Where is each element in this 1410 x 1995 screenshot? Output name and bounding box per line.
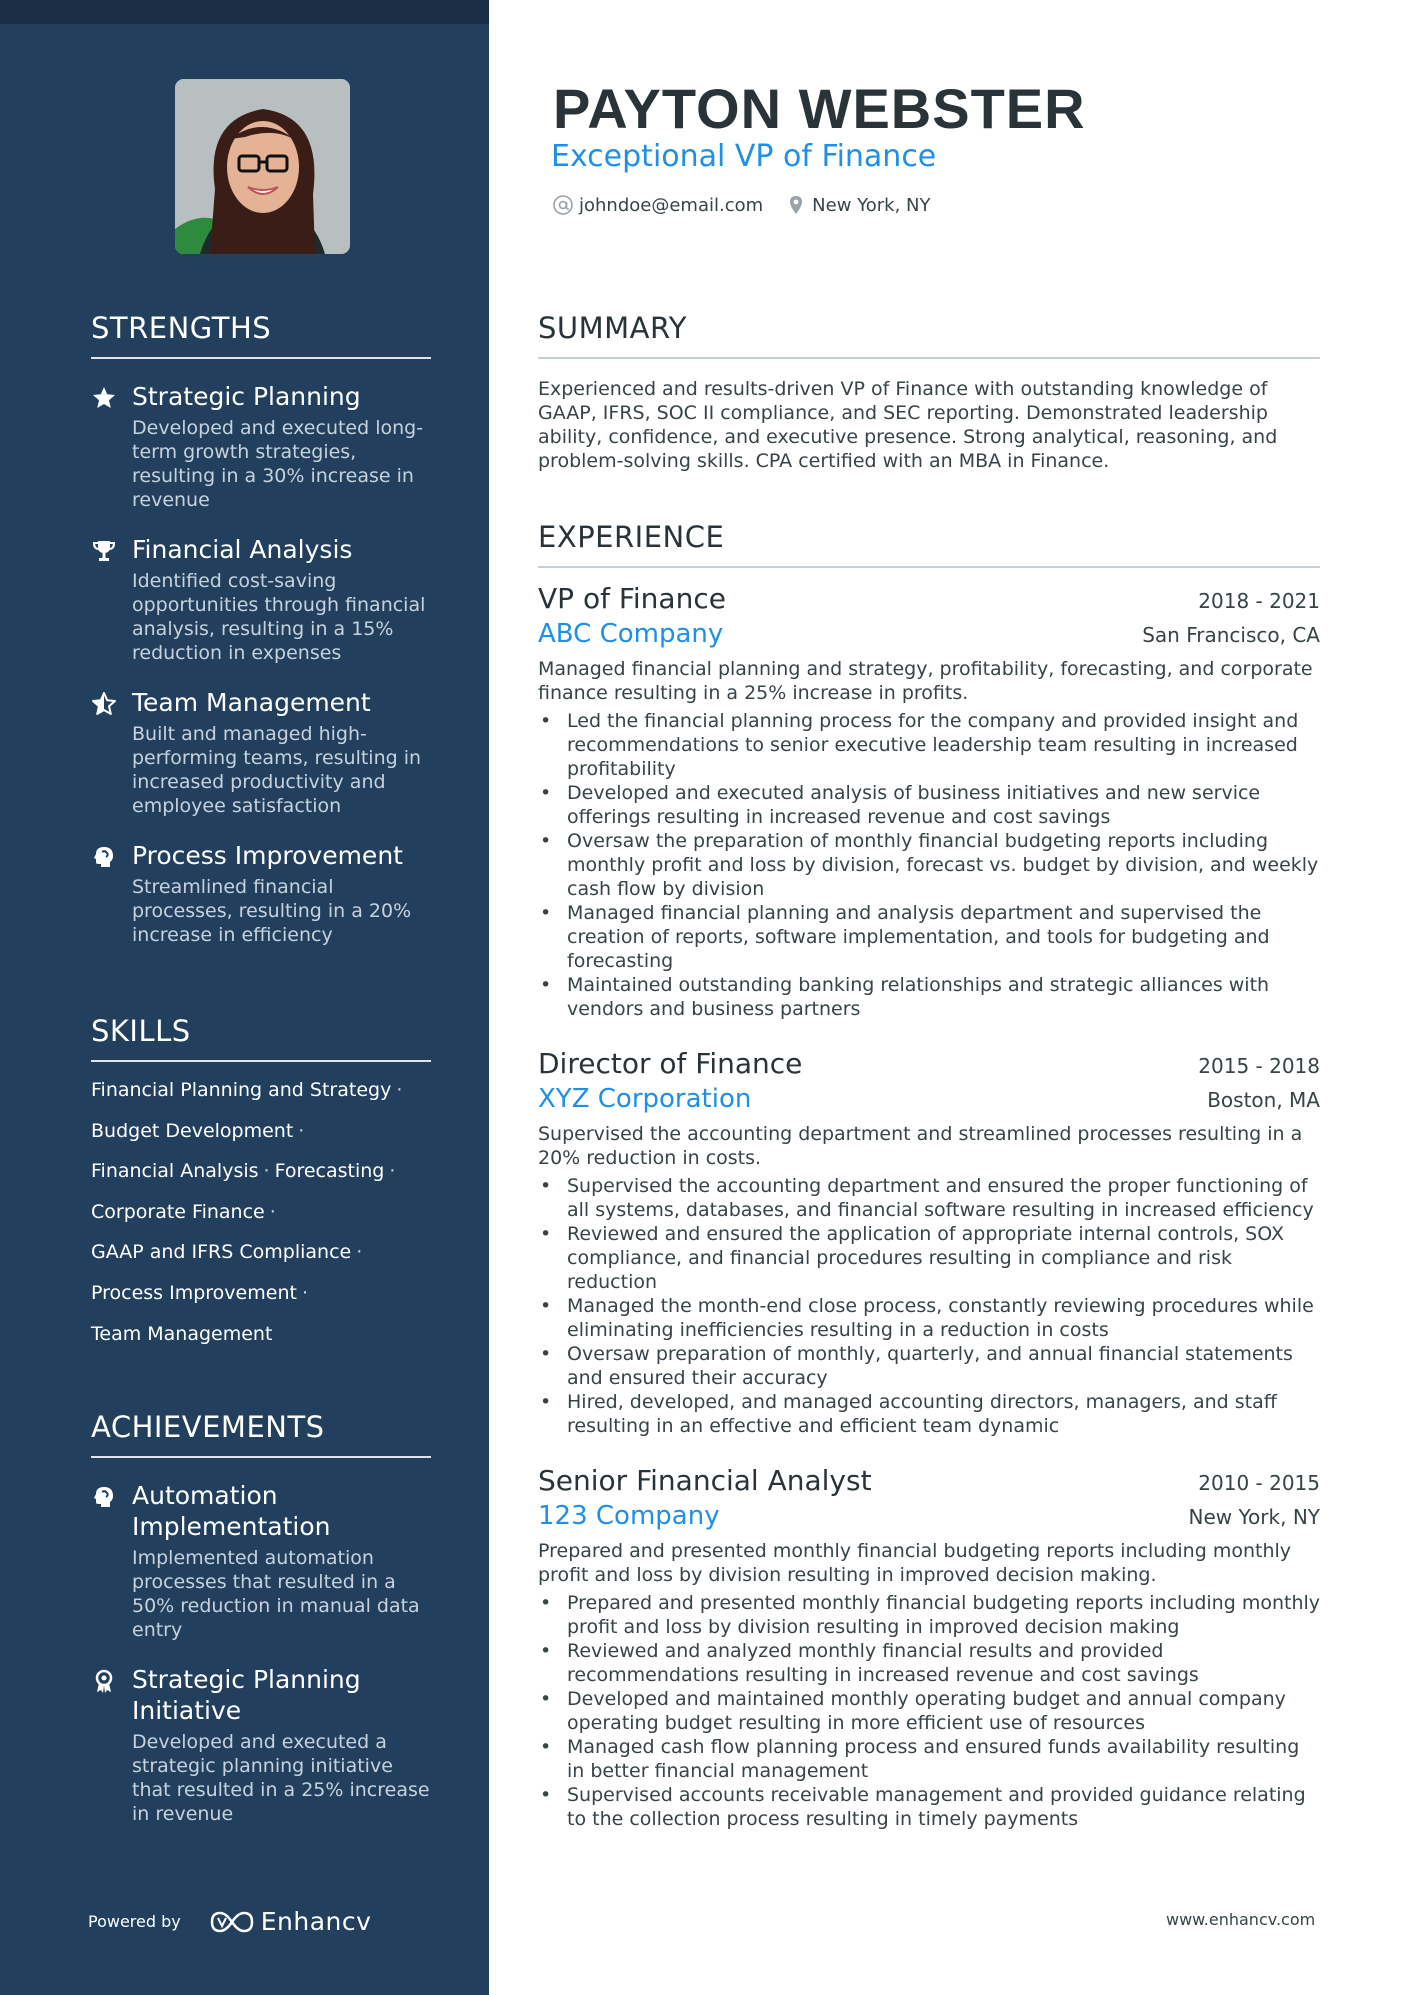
job-bullet: • Managed financial planning and analysis department and supervised the creation of reports, software implementation, and tools for budgeting and forecasting bbox=[538, 901, 1320, 973]
achievement-title: Automation Implementation bbox=[132, 1481, 331, 1541]
skill-line bbox=[91, 1322, 431, 1363]
job-bullet: • Led the financial planning process for the company and provided insight and recommendations to senior executive leadership team resulting in increased profitability bbox=[538, 709, 1320, 781]
star-half-icon bbox=[91, 691, 117, 717]
job-company: XYZ Corporation bbox=[538, 1084, 752, 1114]
at-icon bbox=[552, 194, 574, 216]
achievement-title: Strategic Planning Initiative bbox=[132, 1665, 361, 1725]
candidate-role: Exceptional VP of Finance bbox=[551, 139, 937, 174]
skill-separator: · bbox=[263, 1160, 270, 1183]
job-company: ABC Company bbox=[538, 619, 724, 649]
job-bullet: • Supervised accounts receivable management and provided guidance relating to the collection process resulting in timely payments bbox=[538, 1783, 1320, 1831]
skill-line bbox=[91, 1159, 431, 1200]
job-bullet: • Reviewed and ensured the application of appropriate internal controls, SOX compliance, and financial procedures resulting in compliance and risk reduction bbox=[538, 1222, 1320, 1294]
job-dates: 2015 - 2018 bbox=[1198, 1054, 1320, 1078]
job-location: San Francisco, CA bbox=[1142, 623, 1320, 647]
map-pin-icon bbox=[785, 194, 807, 216]
job-bullet: • Managed cash flow planning process and ensured funds availability resulting in better financial management bbox=[538, 1735, 1320, 1783]
job-bullet: • Developed and executed analysis of business initiatives and new service offerings resulting in increased revenue and cost savings bbox=[538, 781, 1320, 829]
job-title: Senior Financial Analyst bbox=[538, 1464, 872, 1497]
achievements-section bbox=[91, 1410, 431, 1826]
job-bullet: • Hired, developed, and managed accounting directors, managers, and staff resulting in an effective and efficient team dynamic bbox=[538, 1390, 1320, 1438]
skill-separator: · bbox=[356, 1241, 363, 1264]
job-bullet: • Managed the month-end close process, constantly reviewing procedures while eliminating inefficiencies resulting in a reduction in costs bbox=[538, 1294, 1320, 1342]
job-description: Managed financial planning and strategy, profitability, forecasting, and corporate finance resulting in a 25% increase in profits. bbox=[538, 658, 1313, 704]
skill-tag: Forecasting bbox=[274, 1160, 385, 1183]
job-subheader bbox=[538, 1084, 1320, 1114]
job-title: VP of Finance bbox=[538, 582, 726, 615]
job-subheader bbox=[538, 1501, 1320, 1531]
job-dates: 2018 - 2021 bbox=[1198, 589, 1320, 613]
skill-tag: Budget Development bbox=[91, 1119, 294, 1142]
strength-desc: Built and managed high-performing teams, resulting in increased productivity and employee satisfaction bbox=[132, 723, 422, 817]
skill-tag: Financial Analysis bbox=[91, 1160, 259, 1183]
achievements-title: ACHIEVEMENTS bbox=[91, 1410, 431, 1458]
skill-separator: · bbox=[301, 1281, 308, 1304]
achievement-item bbox=[91, 1480, 431, 1642]
experience-section bbox=[538, 520, 1320, 1831]
skill-separator: · bbox=[298, 1119, 305, 1142]
achievement-item bbox=[91, 1664, 431, 1826]
strength-item bbox=[91, 534, 431, 665]
job-bullet: • Oversaw preparation of monthly, quarterly, and annual financial statements and ensured their accuracy bbox=[538, 1342, 1320, 1390]
sidebar-top-bar bbox=[0, 0, 489, 24]
skill-tag: GAAP and IFRS Compliance bbox=[91, 1241, 352, 1264]
job-entry bbox=[538, 1464, 1320, 1831]
job-entry bbox=[538, 582, 1320, 1021]
job-location: New York, NY bbox=[1188, 1505, 1320, 1529]
powered-by-label: Powered by bbox=[88, 1912, 181, 1931]
enhancv-logo-icon bbox=[209, 1909, 255, 1935]
summary-section bbox=[538, 311, 1320, 473]
strength-desc: Developed and executed long-term growth strategies, resulting in a 30% increase in revenue bbox=[132, 417, 424, 511]
avatar bbox=[175, 79, 350, 254]
trophy-icon bbox=[91, 538, 117, 564]
skill-line bbox=[91, 1281, 431, 1322]
summary-title: SUMMARY bbox=[538, 311, 1320, 359]
job-header bbox=[538, 1464, 1320, 1497]
enhancv-logo-text: Enhancv bbox=[260, 1907, 372, 1936]
job-location: Boston, MA bbox=[1207, 1088, 1320, 1112]
skills-title: SKILLS bbox=[91, 1014, 431, 1062]
contact-location: New York, NY bbox=[812, 194, 931, 216]
skill-separator: · bbox=[396, 1079, 403, 1101]
brain-icon bbox=[91, 1484, 117, 1510]
skill-tag: Team Management bbox=[91, 1322, 273, 1345]
strength-item bbox=[91, 687, 431, 818]
brain-icon bbox=[91, 844, 117, 870]
job-bullets bbox=[538, 1174, 1320, 1438]
summary-text: Experienced and results-driven VP of Finance with outstanding knowledge of GAAP, IFRS, SOC II compliance, and SEC reporting. Demonstrated leadership ability, confidence, and executive presence. Strong analytical, reasoning, and problem-solving skills. CPA certified with an MBA in Finance. bbox=[538, 378, 1278, 472]
candidate-name: PAYTON WEBSTER bbox=[553, 77, 1086, 140]
footer-url[interactable]: www.enhancv.com bbox=[1166, 1910, 1316, 1929]
skill-separator: · bbox=[269, 1200, 276, 1223]
job-header bbox=[538, 582, 1320, 615]
enhancv-logo[interactable] bbox=[209, 1907, 372, 1936]
skill-tag: Process Improvement bbox=[91, 1281, 297, 1304]
strength-desc: Identified cost-saving opportunities through financial analysis, resulting in a 15% reduction in expenses bbox=[132, 570, 426, 664]
medal-icon bbox=[91, 1668, 117, 1694]
strength-desc: Streamlined financial processes, resulting in a 20% increase in efficiency bbox=[132, 876, 412, 946]
powered-by bbox=[88, 1907, 371, 1936]
star-icon bbox=[91, 385, 117, 411]
job-header bbox=[538, 1047, 1320, 1080]
job-bullet: • Oversaw the preparation of monthly financial budgeting reports including monthly profit and loss by division, forecast vs. budget by division, and weekly cash flow by division bbox=[538, 829, 1320, 901]
strength-title: Process Improvement bbox=[132, 841, 403, 870]
strength-title: Team Management bbox=[132, 688, 371, 717]
skill-line bbox=[91, 1200, 431, 1241]
job-title: Director of Finance bbox=[538, 1047, 803, 1080]
job-description: Prepared and presented monthly financial budgeting reports including monthly profit and loss by division resulting in improved decision making. bbox=[538, 1540, 1292, 1586]
job-company: 123 Company bbox=[538, 1501, 720, 1531]
job-bullets bbox=[538, 1591, 1320, 1831]
skill-line bbox=[91, 1240, 431, 1281]
strength-title: Financial Analysis bbox=[132, 535, 353, 564]
job-bullet: • Maintained outstanding banking relationships and strategic alliances with vendors and business partners bbox=[538, 973, 1320, 1021]
skill-separator: · bbox=[389, 1160, 396, 1183]
strength-title: Strategic Planning bbox=[132, 382, 361, 411]
skills-list bbox=[91, 1078, 431, 1362]
job-bullet: • Prepared and presented monthly financial budgeting reports including monthly profit and loss by division resulting in improved decision making bbox=[538, 1591, 1320, 1639]
sidebar bbox=[0, 0, 489, 1995]
strength-item bbox=[91, 381, 431, 512]
job-subheader bbox=[538, 619, 1320, 649]
job-bullet: • Developed and maintained monthly operating budget and annual company operating budget resulting in more efficient use of resources bbox=[538, 1687, 1320, 1735]
skill-tag: Financial Planning and Strategy bbox=[91, 1079, 392, 1101]
job-description: Supervised the accounting department and streamlined processes resulting in a 20% reduction in costs. bbox=[538, 1123, 1303, 1169]
contact-email[interactable]: johndoe@email.com bbox=[579, 194, 764, 216]
job-bullet: • Supervised the accounting department and ensured the proper functioning of all systems, databases, and financial software resulting in increased efficiency bbox=[538, 1174, 1320, 1222]
strengths-section bbox=[91, 311, 431, 947]
skill-line bbox=[91, 1078, 431, 1119]
job-dates: 2010 - 2015 bbox=[1198, 1471, 1320, 1495]
skill-line bbox=[91, 1119, 431, 1160]
achievement-desc: Developed and executed a strategic planning initiative that resulted in a 25% increase in revenue bbox=[132, 1731, 430, 1825]
job-bullets bbox=[538, 709, 1320, 1021]
contact-row bbox=[552, 194, 930, 216]
achievement-desc: Implemented automation processes that resulted in a 50% reduction in manual data entry bbox=[132, 1547, 420, 1641]
job-bullet: • Reviewed and analyzed monthly financial results and provided recommendations resulting in increased revenue and cost savings bbox=[538, 1639, 1320, 1687]
skill-tag: Corporate Finance bbox=[91, 1200, 265, 1223]
strengths-title: STRENGTHS bbox=[91, 311, 431, 359]
skills-section bbox=[91, 1014, 431, 1362]
job-entry bbox=[538, 1047, 1320, 1438]
experience-title: EXPERIENCE bbox=[538, 520, 1320, 568]
strength-item bbox=[91, 840, 431, 947]
